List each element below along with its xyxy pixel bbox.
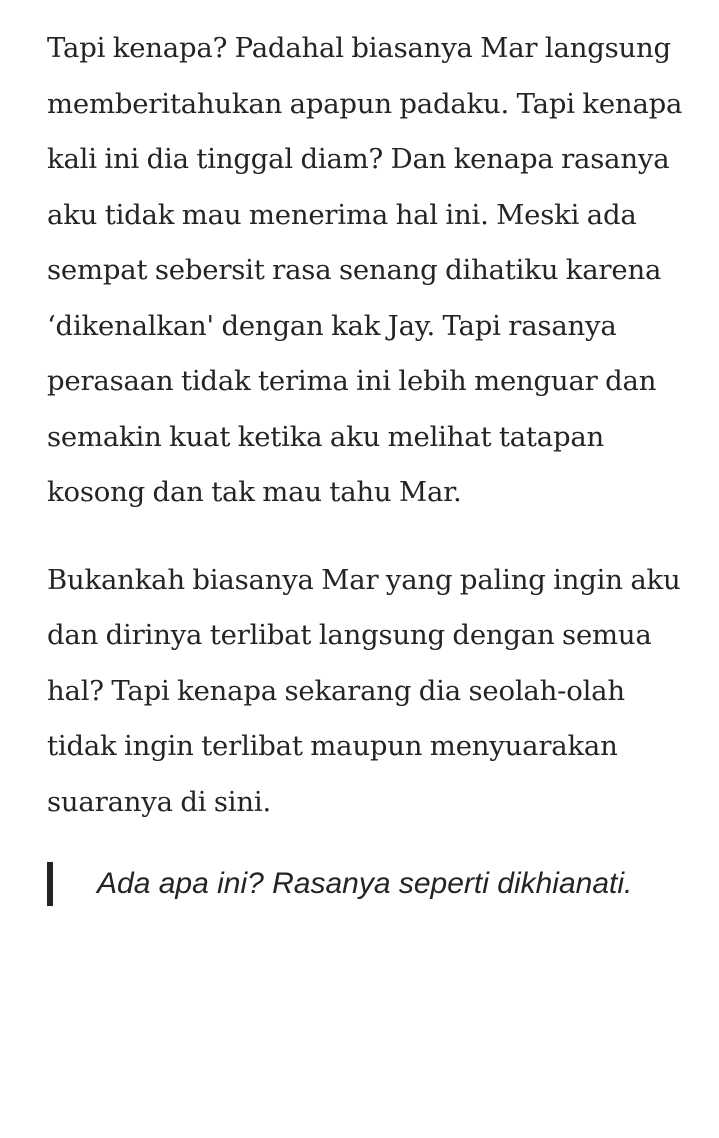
paragraph-1: Tapi kenapa? Padahal biasanya Mar langsung memberitahukan apapun padaku. Tapi kenapa kali ini dia tinggal diam? Dan kenapa rasanya aku tidak mau menerima hal ini. Meski ada sempat sebersit rasa senang dihatiku karena ‘dikenalkan' dengan kak Jay. Tapi rasanya perasaan tidak terima ini lebih menguar dan semakin kuat ketika aku melihat tatapan kosong dan tak mau tahu Mar.	[47, 32, 683, 508]
blockquote	[47, 862, 687, 906]
paragraph-2: Bukankah biasanya Mar yang paling ingin aku dan dirinya terlibat langsung dengan semua hal? Tapi kenapa sekarang dia seolah-olah tidak ingin terlibat maupun menyuarakan suaranya di sini.	[47, 563, 681, 818]
blockquote-text: Ada apa ini? Rasanya seperti dikhianati.	[97, 867, 633, 900]
article-body	[47, 21, 687, 922]
